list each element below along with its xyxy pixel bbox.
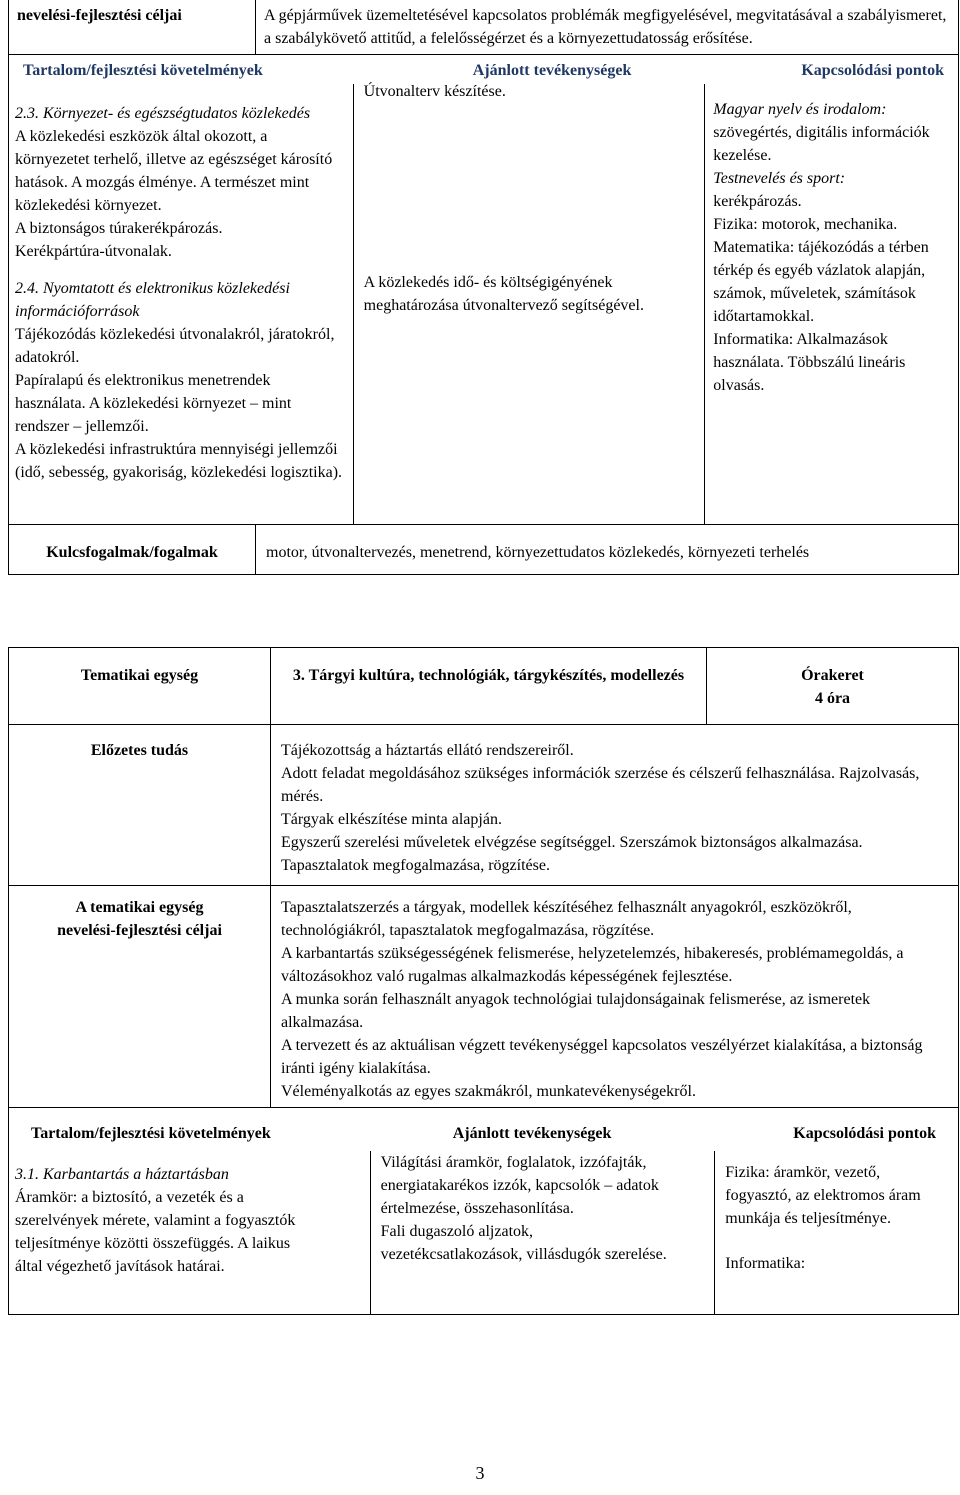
keywords-row [9,525,959,575]
keywords-text: motor, útvonaltervezés, menetrend, környezettudatos közlekedés, környezeti terhelés [256,525,959,575]
content-row [9,84,959,525]
goals-label-line-2: nevelési-fejlesztési céljai [57,922,222,939]
section-2-4-line: Tájékozódás közlekedési útvonalakról, járatokról, adatokról. [15,326,335,366]
activity-sockets: Fali dugaszoló aljzatok, vezetékcsatlakozások, villásdugók szerelése. [380,1223,667,1263]
keywords-label: Kulcsfogalmak/fogalmak [9,525,256,575]
activities-column-2 [371,1151,716,1314]
prior-line: Tájékozottság a háztartás ellátó rendszereiről. [281,742,574,759]
section-2-3-title: 2.3. Környezet- és egészségtudatos közlekedés [15,105,311,122]
header-activities-2: Ajánlott tevékenységek [452,1125,612,1142]
unit-label: Tematikai egység [9,648,271,725]
link-text-hungarian: szövegértés, digitális információk kezelése. [713,124,930,164]
unit-row [9,648,959,725]
section-2-3-line: A közlekedési eszközök által okozott, a környezetet terhelő, illetve az egészséget károsító hatások. A mozgás élménye. A természet mint közlekedési környezet. [15,128,333,214]
hours-label: Órakeret [801,667,864,684]
prior-line: Tárgyak elkészítése minta alapján. [281,811,502,828]
link-subject-pe: Testnevelés és sport: [713,170,846,187]
activity-route-plan: Útvonalterv készítése. [363,83,506,100]
goals-label: nevelési-fejlesztési céljai [9,0,256,55]
header-content: Tartalom/fejlesztési követelmények [23,62,263,79]
section-2-4-line: A közlekedési infrastruktúra mennyiségi jellemzői (idő, sebesség, gyakoriság, közlekedési logisztika). [15,441,343,481]
links-column [705,84,958,524]
goals-label-line-1: A tematikai egység [75,899,204,916]
prior-line: Adott feladat megoldásához szükséges információk szerzése és célszerű felhasználása. Rajzolvasás, mérés. [281,765,920,805]
link-informatics: Informatika: Alkalmazások használata. Többszálú lineáris olvasás. [713,331,906,394]
link-subject-hungarian: Magyar nyelv és irodalom: [713,101,887,118]
prior-line: Egyszerű szerelési műveletek elvégzése segítséggel. Szerszámok biztonságos alkalmazása. [281,834,863,851]
link-text-pe: kerékpározás. [713,193,802,210]
link-physics-2: Fizika: áramkör, vezető, fogyasztó, az elektromos áram munkája és teljesítménye. [725,1164,921,1227]
section-2-4-title: 2.4. Nyomtatott és elektronikus közlekedési információforrások [15,280,290,320]
content-column-2 [9,1151,371,1314]
header-links: Kapcsolódási pontok [801,62,945,79]
goals-row-2 [9,886,959,1108]
prior-line: Tapasztalatok megfogalmazása, rögzítése. [281,857,550,874]
goal-line: Véleményalkotás az egyes szakmákról, munkatevékenységekről. [281,1083,696,1100]
hours-value: 4 óra [814,690,851,707]
links-column-2 [715,1151,958,1314]
goal-line: A tervezett és az aktuálisan végzett tevékenységgel kapcsolatos veszélyérzet kialakítása, a biztonság iránti igény kialakítása. [281,1037,923,1077]
header-content-2: Tartalom/fejlesztési követelmények [31,1125,271,1142]
prior-label: Előzetes tudás [9,725,271,886]
section-2-4-line: Papíralapú és elektronikus menetrendek használata. A közlekedési környezet – mint rendszer – jellemzői. [15,372,292,435]
activities-column [354,84,706,524]
link-physics: Fizika: motorok, mechanika. [713,216,898,233]
goals-text: A gépjárművek üzemeltetésével kapcsolatos problémák megfigyelésével, megvitatásával a szabályismeret, a szabálykövető attitűd, a felelősségérzet és a környezettudatosság erősítése. [256,0,959,55]
activity-cost-time: A közlekedés idő- és költségigényének meghatározása útvonaltervező segítségével. [363,274,644,314]
curriculum-table-2 [8,647,959,1315]
unit-title: 3. Tárgyi kultúra, technológiák, tárgykészítés, modellezés [271,648,707,725]
section-2-3-line: Kerékpártúra-útvonalak. [15,243,172,260]
section-3-1-title: 3.1. Karbantartás a háztartásban [15,1166,229,1183]
section-2-3-line: A biztonságos túrakerékpározás. [15,220,223,237]
curriculum-table-1 [8,0,959,575]
activity-lighting: Világítási áramkör, foglalatok, izzófajták, energiatakarékos izzók, kapcsolók – adatok értelmezése, összehasonlítása. [380,1154,659,1217]
link-math: Matematika: tájékozódás a térben térkép és egyéb vázlatok alapján, számok, műveletek, számítások időtartamokkal. [713,239,929,325]
goal-line: A karbantartás szükségességének felismerése, helyzetelemzés, hibakeresés, problémamegoldás, a változásokhoz való rugalmas alkalmazkodás képességének fejlesztése. [281,945,904,985]
prior-knowledge-row [9,725,959,886]
header-activities: Ajánlott tevékenységek [472,62,632,79]
section-3-1-text: Áramkör: a biztosító, a vezeték és a szerelvények mérete, valamint a fogyasztók teljesítménye közötti összefüggés. A laikus által végezhető javítások határai. [15,1189,296,1275]
content-column [9,84,354,524]
content-row-2 [9,1151,959,1315]
goal-line: Tapasztalatszerzés a tárgyak, modellek készítéséhez felhasznált anyagokról, eszközökről, technológiákról, tapasztalatok megfogalmazása, rögzítése. [281,899,852,939]
page-number: 3 [475,1463,485,1483]
header-links-2: Kapcsolódási pontok [793,1125,936,1142]
goals-row [9,0,959,55]
header-row-2 [9,1108,959,1152]
goal-line: A munka során felhasznált anyagok technológiai tulajdonságainak felismerése, az ismeretek alkalmazása. [281,991,871,1031]
link-informatics-2: Informatika: [725,1255,806,1272]
